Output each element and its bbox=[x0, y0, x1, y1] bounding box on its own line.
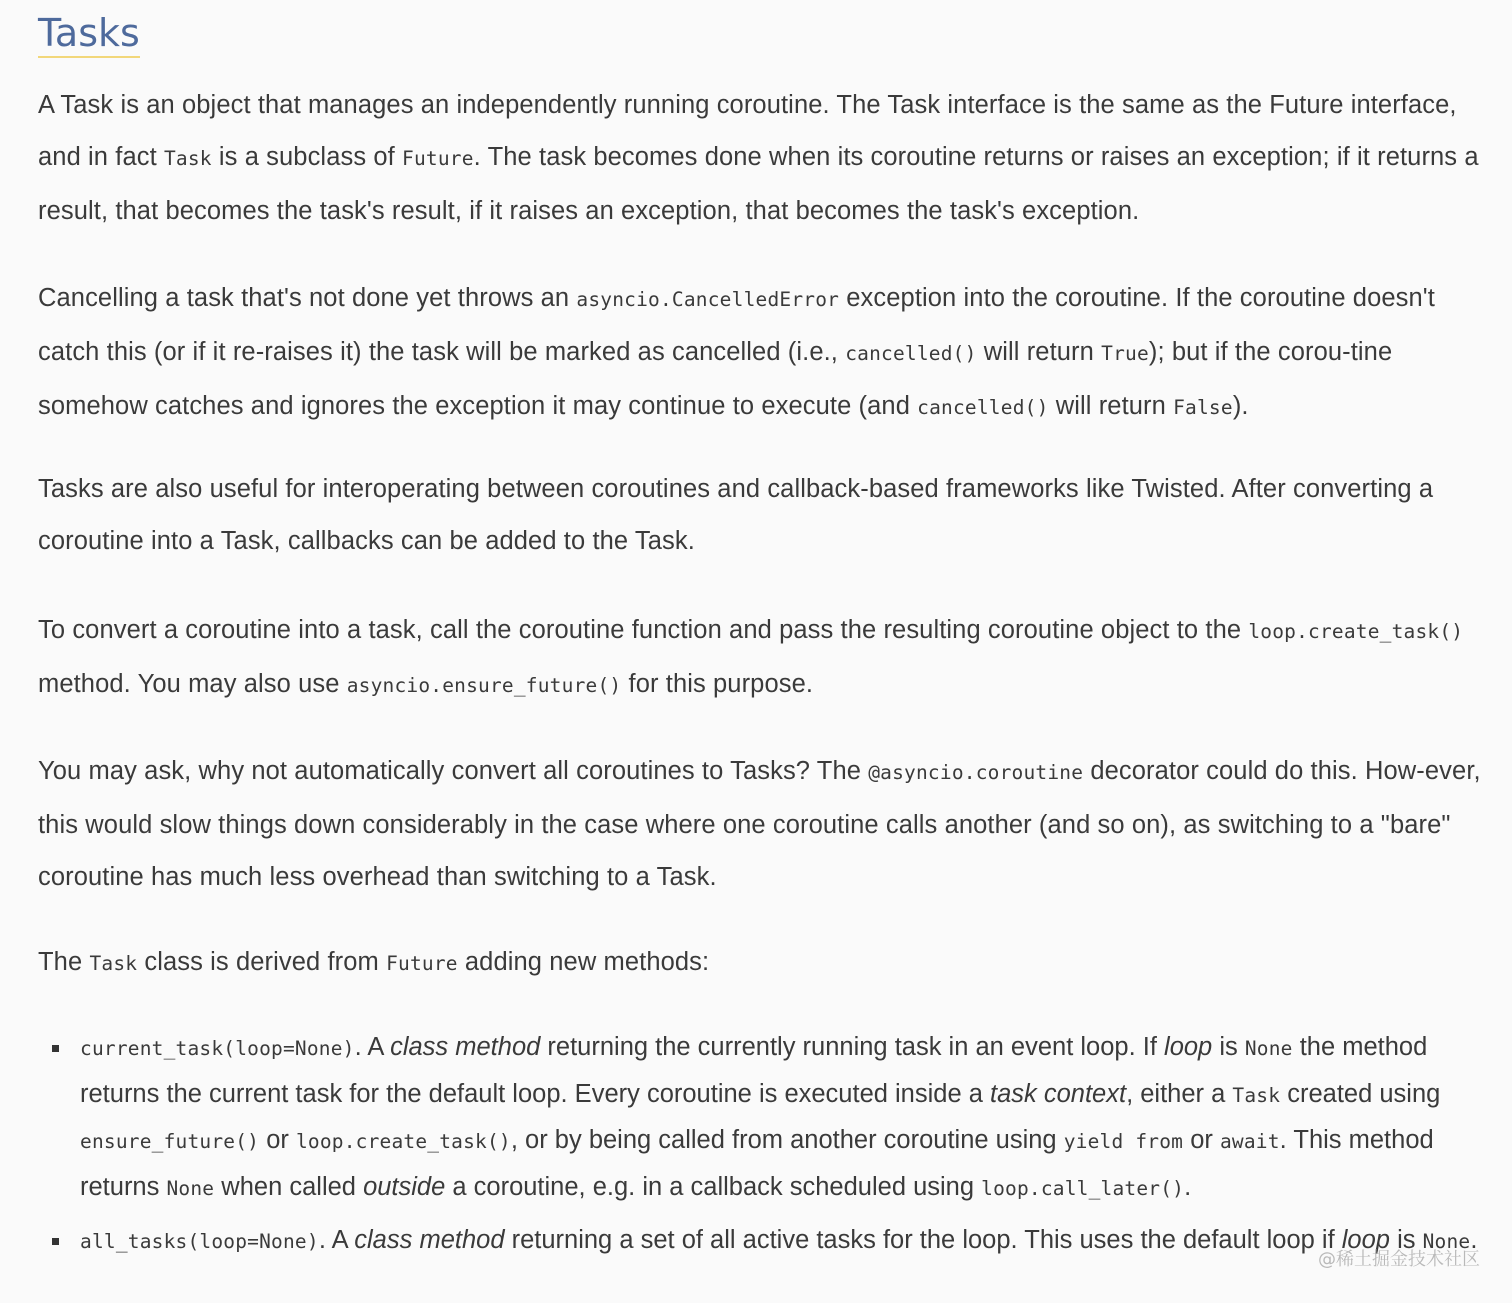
text: Cancelling a task that's not done yet throws an bbox=[38, 284, 577, 312]
text: To convert a coroutine into a task, call the coroutine function and pass the resulting coroutine object to the bbox=[38, 616, 1249, 644]
text: for this purpose. bbox=[621, 670, 814, 698]
text: The bbox=[38, 948, 90, 976]
bullet-icon bbox=[52, 1045, 59, 1052]
text: created using bbox=[1280, 1079, 1441, 1108]
text: the method returns the current task for the default loop. Every coroutine is executed inside a bbox=[80, 1033, 1428, 1108]
code-cancelled: cancelled() bbox=[917, 396, 1049, 419]
text: will return bbox=[976, 338, 1102, 366]
paragraph-derived bbox=[38, 936, 1488, 990]
text: adding new methods: bbox=[457, 948, 710, 976]
list-item-current-task bbox=[38, 1025, 1488, 1211]
text: returning the currently running task in an event loop. If bbox=[540, 1033, 1165, 1061]
code-await: await bbox=[1219, 1130, 1280, 1153]
text: ); but if the corou-tine somehow catches and ignores the exception it may continue to execute (and bbox=[38, 338, 1393, 420]
code-create-task: loop.create_task() bbox=[1248, 620, 1464, 643]
text: . bbox=[1470, 1226, 1478, 1254]
code-call-later: loop.call_later() bbox=[981, 1176, 1185, 1200]
text: . bbox=[1184, 1172, 1192, 1201]
text: Tasks are also useful for interoperating between coroutines and callback-based frameworks like Twisted. After converting a coroutine into a Task, callbacks can be added to the Task. bbox=[38, 475, 1434, 555]
emphasis: class method bbox=[354, 1226, 505, 1254]
document-body bbox=[38, 0, 1488, 1254]
emphasis: outside bbox=[363, 1172, 446, 1201]
bullet-icon bbox=[52, 1238, 59, 1245]
code-ensure-future: ensure_future() bbox=[80, 1130, 260, 1153]
text: , either a bbox=[1126, 1079, 1233, 1108]
text: is a subclass of bbox=[211, 143, 403, 171]
text: A Task is an object that manages an independently running coroutine. The Task interface is the same as the Future interface, and in fact bbox=[38, 91, 1457, 171]
code-ensure-future: asyncio.ensure_future() bbox=[346, 674, 622, 697]
text: is bbox=[1212, 1033, 1245, 1061]
paragraph-convert bbox=[38, 604, 1488, 712]
code-cancelled: cancelled() bbox=[845, 342, 977, 365]
section-heading: Tasks bbox=[38, 10, 140, 58]
text: . A bbox=[354, 1033, 391, 1061]
text: You may ask, why not automatically convert all coroutines to Tasks? The bbox=[38, 757, 869, 785]
text: exception into the coroutine. If the coroutine doesn't catch this (or if it re-raises it) the task will be marked as cancelled (i.e., bbox=[38, 284, 1435, 366]
code-current-task: current_task(loop=None) bbox=[80, 1037, 355, 1060]
code-all-tasks: all_tasks(loop=None) bbox=[80, 1230, 319, 1253]
code-future: Future bbox=[402, 147, 474, 170]
text: when called bbox=[214, 1172, 364, 1201]
text: . This method returns bbox=[80, 1126, 1434, 1201]
code-none: None bbox=[166, 1176, 215, 1200]
text: ). bbox=[1232, 392, 1249, 420]
code-false: False bbox=[1173, 396, 1233, 419]
emphasis: task context bbox=[990, 1079, 1127, 1108]
code-true: True bbox=[1101, 342, 1149, 365]
watermark: @稀土掘金技术社区 bbox=[1318, 1249, 1480, 1270]
emphasis: loop bbox=[1164, 1033, 1213, 1061]
code-coroutine-decorator: @asyncio.coroutine bbox=[868, 761, 1084, 784]
code-none: None bbox=[1422, 1230, 1471, 1253]
text: class is derived from bbox=[137, 948, 387, 976]
text: , or by being called from another coroutine using bbox=[510, 1126, 1064, 1154]
text: or bbox=[259, 1126, 296, 1154]
method-list bbox=[38, 1025, 1488, 1265]
code-create-task: loop.create_task() bbox=[295, 1130, 511, 1153]
code-future: Future bbox=[386, 952, 458, 975]
text: a coroutine, e.g. in a callback scheduled using bbox=[445, 1172, 982, 1201]
text: method. You may also use bbox=[38, 670, 347, 698]
paragraph-why-not bbox=[38, 745, 1488, 903]
paragraph-cancelling bbox=[38, 272, 1488, 434]
code-cancelled-error: asyncio.CancelledError bbox=[576, 288, 840, 311]
code-task: Task bbox=[1232, 1083, 1281, 1107]
paragraph-task-intro bbox=[38, 79, 1488, 237]
text: will return bbox=[1048, 392, 1174, 420]
emphasis: loop bbox=[1341, 1226, 1390, 1254]
emphasis: class method bbox=[390, 1033, 541, 1061]
text: is bbox=[1389, 1226, 1423, 1254]
code-yield-from: yield from bbox=[1063, 1130, 1184, 1153]
code-task: Task bbox=[163, 147, 212, 170]
text: decorator could do this. How-ever, this would slow things down considerably in the case where one coroutine calls another (and so on), as switching to a "bare" coroutine has much less overhead than switching to a Task. bbox=[38, 757, 1481, 891]
list-item-all-tasks bbox=[38, 1218, 1488, 1265]
code-none: None bbox=[1244, 1037, 1293, 1060]
text: or bbox=[1183, 1126, 1220, 1154]
paragraph-interop bbox=[38, 463, 1488, 567]
text: . A bbox=[318, 1226, 355, 1254]
text: returning a set of all active tasks for the loop. This uses the default loop if bbox=[504, 1226, 1342, 1254]
text: . The task becomes done when its coroutine returns or raises an exception; if it returns a result, that becomes the task's result, if it raises an exception, that becomes the task's exception. bbox=[38, 143, 1479, 225]
code-task: Task bbox=[89, 952, 138, 975]
